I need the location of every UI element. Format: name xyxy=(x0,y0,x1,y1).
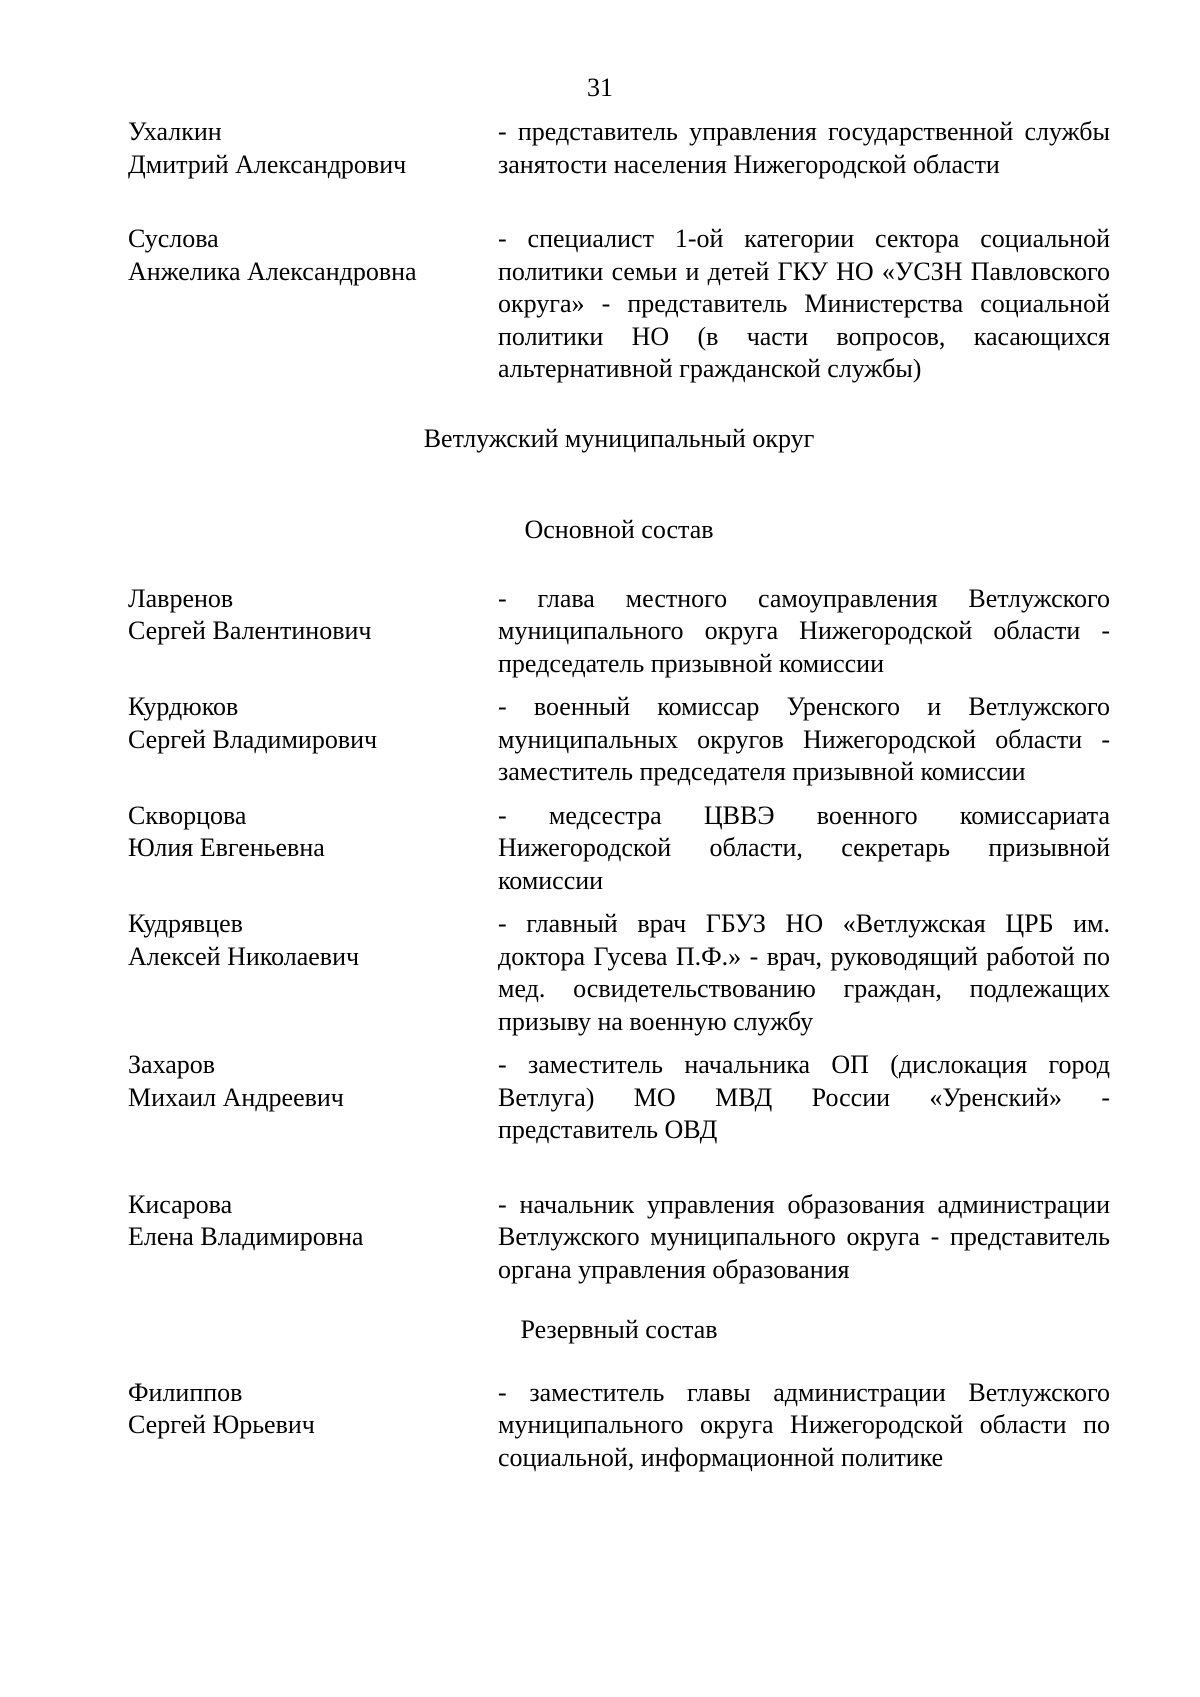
member-surname: Суслова xyxy=(128,224,219,253)
member-given-names: Алексей Николаевич xyxy=(128,941,360,971)
member-given-names: Михаил Андреевич xyxy=(128,1082,344,1112)
member-role: - заместитель главы администрации Ветлужского муниципального округа Нижегородской области по социальной, информационной политике xyxy=(498,1377,1110,1472)
member-surname: Кисарова xyxy=(128,1189,233,1219)
member-name xyxy=(128,1377,498,1475)
member-role: - глава местного самоуправления Ветлужского муниципального округа Нижегородской области - председатель призывной комиссии xyxy=(498,583,1110,678)
member-name xyxy=(128,1049,498,1147)
member-surname: Ухалкин xyxy=(128,117,222,146)
main-composition-heading: Основной состав xyxy=(524,515,714,544)
member-role: - представитель управления государственной службы занятости населения Нижегородской области xyxy=(498,117,1110,179)
member-role: - военный комиссар Уренского и Ветлужского муниципальных округов Нижегородской области - заместитель председателя призывной комиссии xyxy=(498,692,1110,786)
member-name xyxy=(128,223,498,386)
member-surname: Кудрявцев xyxy=(128,909,243,938)
member-given-names: Сергей Валентинович xyxy=(128,616,372,645)
member-name xyxy=(128,116,498,181)
member-given-names: Юлия Евгеньевна xyxy=(128,833,325,862)
page-number: 31 xyxy=(587,73,613,102)
member-given-names: Дмитрий Александрович xyxy=(128,149,407,179)
member-entry xyxy=(128,908,1110,1038)
member-entry xyxy=(128,800,1110,898)
member-role: - главный врач ГБУЗ НО «Ветлужская ЦРБ им. доктора Гусева П.Ф.» - врач, руководящий работой по мед. освидетельствованию граждан, подлежащих призыву на военную службу xyxy=(498,909,1110,1036)
member-entry xyxy=(128,1377,1110,1475)
member-role: - медсестра ЦВВЭ военного комиссариата Нижегородской области, секретарь призывной комиссии xyxy=(498,800,1110,895)
member-entry xyxy=(128,583,1110,681)
member-name xyxy=(128,691,498,789)
member-name xyxy=(128,908,498,1038)
member-given-names: Анжелика Александровна xyxy=(128,256,417,286)
member-surname: Захаров xyxy=(128,1050,216,1079)
member-name xyxy=(128,800,498,898)
member-entry xyxy=(128,691,1110,789)
member-given-names: Елена Владимировна xyxy=(128,1222,364,1251)
member-entry xyxy=(128,116,1110,181)
member-surname: Филиппов xyxy=(128,1377,243,1407)
district-heading: Ветлужский муниципальный округ xyxy=(423,423,815,453)
member-surname: Скворцова xyxy=(128,800,247,830)
member-role: - специалист 1-ой категории сектора социальной политики семьи и детей ГКУ НО «УСЗН Павловского округа» - представитель Министерства социальной политики НО (в части вопросов, касающихся альтернативной гражданской службы) xyxy=(498,224,1110,383)
member-role: - начальник управления образования администрации Ветлужского муниципального округа - представитель органа управления образования xyxy=(498,1189,1110,1284)
reserve-composition-heading: Резервный состав xyxy=(520,1315,718,1344)
commission-list xyxy=(128,116,1110,1474)
member-given-names: Сергей Владимирович xyxy=(128,724,378,754)
member-given-names: Сергей Юрьевич xyxy=(128,1410,315,1439)
member-name xyxy=(128,583,498,681)
member-name xyxy=(128,1189,498,1287)
member-surname: Лавренов xyxy=(128,583,234,613)
member-role: - заместитель начальника ОП (дислокация город Ветлуга) МО МВД России «Уренский» - представитель ОВД xyxy=(498,1050,1110,1144)
member-entry xyxy=(128,1049,1110,1147)
member-entry xyxy=(128,223,1110,386)
member-entry xyxy=(128,1189,1110,1287)
member-surname: Курдюков xyxy=(128,692,239,721)
